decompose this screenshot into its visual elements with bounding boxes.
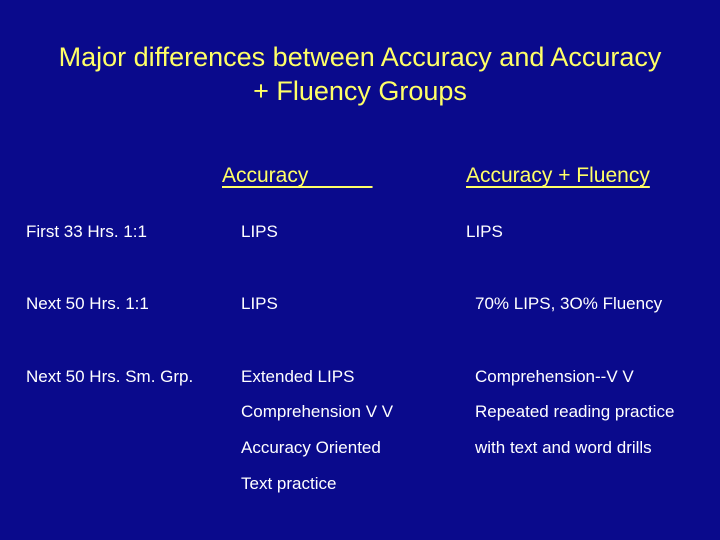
fluency-extra-1: Repeated reading practice (475, 402, 675, 421)
slide-title-line-1: Major differences between Accuracy and Accuracy (58, 42, 662, 72)
row-3-fluency: Comprehension--V V (475, 367, 634, 386)
row-3-label: Next 50 Hrs. Sm. Grp. (26, 367, 194, 386)
row-1-fluency: LIPS (466, 222, 503, 241)
header-accuracy-fluency: Accuracy + Fluency (466, 164, 650, 187)
row-2-label: Next 50 Hrs. 1:1 (26, 294, 149, 313)
accuracy-extra-2: Accuracy Oriented (241, 438, 381, 457)
row-1-label: First 33 Hrs. 1:1 (26, 222, 147, 241)
accuracy-extra-3: Text practice (241, 474, 337, 493)
row-2-fluency: 70% LIPS, 3O% Fluency (475, 294, 663, 313)
header-accuracy: Accuracy (222, 164, 373, 187)
row-1-accuracy: LIPS (241, 222, 278, 241)
accuracy-extra-1: Comprehension V V (241, 402, 394, 421)
fluency-extra-2: with text and word drills (475, 438, 652, 457)
row-3-accuracy: Extended LIPS (241, 367, 355, 386)
row-2-accuracy: LIPS (241, 294, 278, 313)
slide-title-line-2: + Fluency Groups (253, 76, 467, 106)
slide-title (0, 40, 720, 108)
